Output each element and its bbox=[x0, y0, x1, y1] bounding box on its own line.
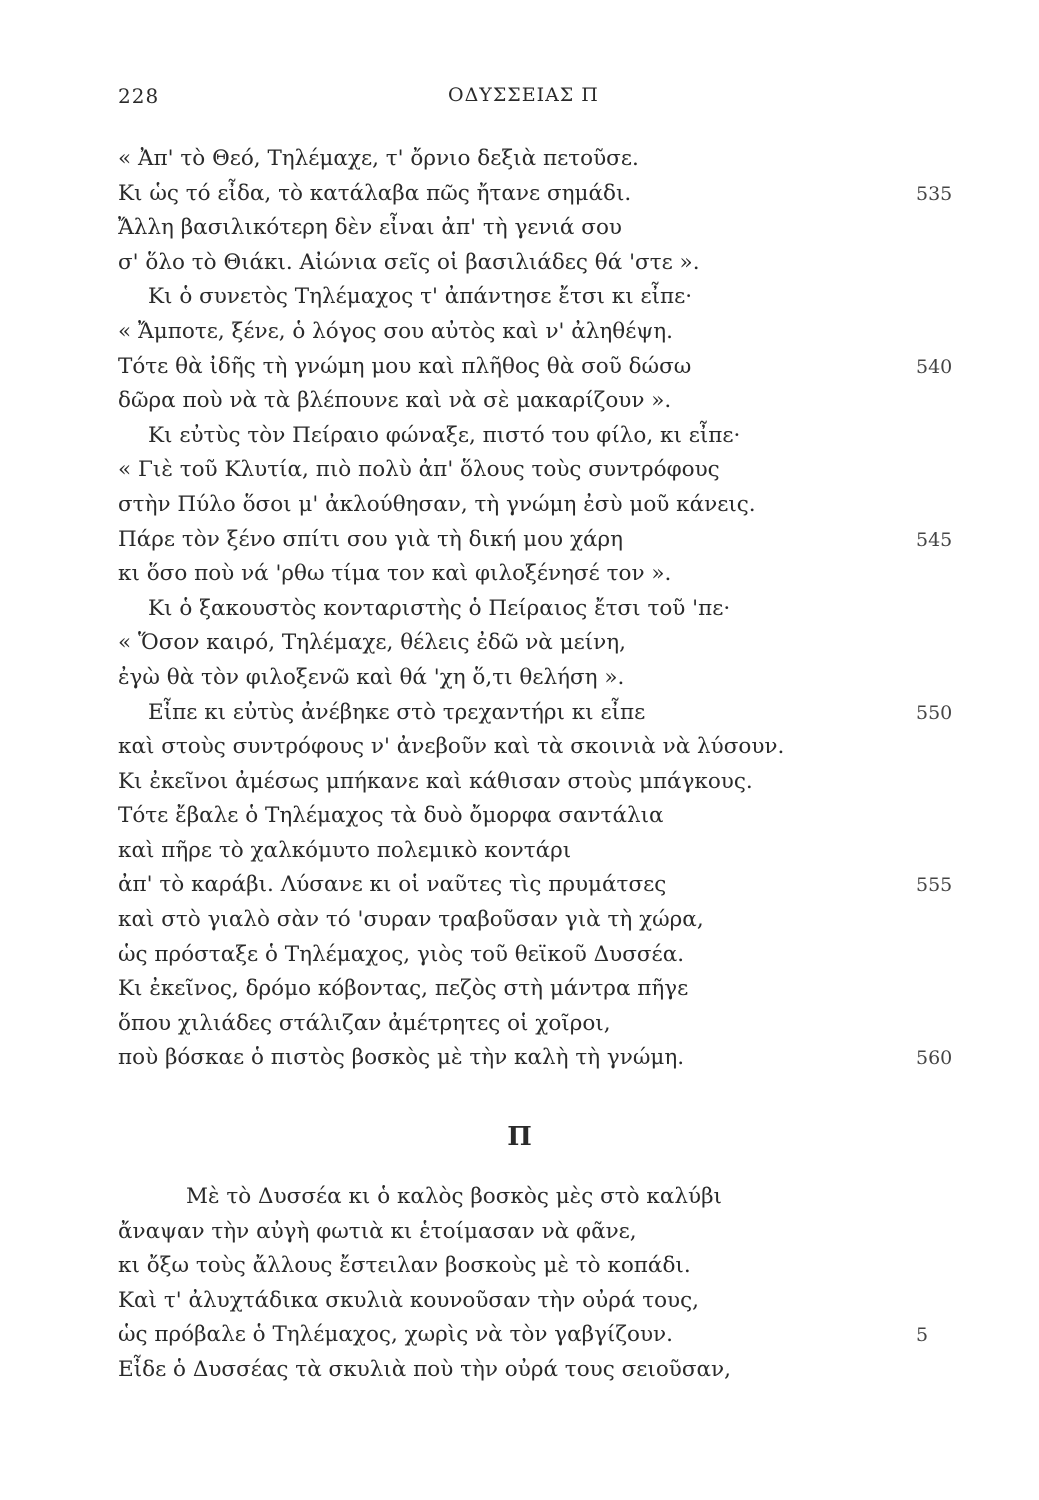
verse-text: Κι ὡς τό εἶδα, τὸ κατάλαβα πῶς ἤτανε σημάδι. bbox=[118, 180, 632, 206]
verse-line bbox=[118, 972, 968, 1007]
line-number: 535 bbox=[916, 182, 953, 205]
verse-line bbox=[118, 626, 968, 661]
verse-line bbox=[118, 1318, 968, 1353]
verse-line bbox=[118, 384, 968, 419]
page-number: 228 bbox=[118, 84, 160, 108]
verse-line bbox=[118, 557, 968, 592]
verse-line bbox=[118, 903, 968, 938]
verse-line bbox=[118, 661, 968, 696]
verse-line bbox=[118, 419, 968, 454]
verse-line bbox=[118, 1180, 968, 1215]
verse-text: ἀπ' τὸ καράβι. Λύσανε κι οἱ ναῦτες τὶς πρυμάτσες bbox=[118, 872, 667, 898]
verse-text: στὴν Πύλο ὅσοι μ' ἀκλούθησαν, τὴ γνώμη ἐσὺ μοῦ κάνεις. bbox=[118, 491, 756, 517]
verse-line bbox=[118, 592, 968, 627]
verse-text: Τότε θὰ ἰδῆς τὴ γνώμη μου καὶ πλῆθος θὰ σοῦ δώσω bbox=[118, 353, 692, 379]
verse-line bbox=[118, 1353, 968, 1388]
verse-text: ὅπου χιλιάδες στάλιζαν ἀμέτρητες οἱ χοῖροι, bbox=[118, 1010, 611, 1036]
verse-line bbox=[118, 765, 968, 800]
verse-text: Πάρε τὸν ξένο σπίτι σου γιὰ τὴ δική μου χάρη bbox=[118, 526, 624, 552]
verse-text: Μὲ τὸ Δυσσέα κι ὁ καλὸς βοσκὸς μὲς στὸ καλύβι bbox=[186, 1184, 722, 1209]
verse-line bbox=[118, 523, 968, 558]
verse-text: Κι ὁ συνετὸς Τηλέμαχος τ' ἀπάντησε ἔτσι κι εἶπε· bbox=[148, 284, 693, 310]
verse-line bbox=[118, 799, 968, 834]
verse-line bbox=[118, 453, 968, 488]
verse-text: ὡς πρόβαλε ὁ Τηλέμαχος, χωρὶς νὰ τὸν γαβγίζουν. bbox=[118, 1322, 673, 1348]
verse-line bbox=[118, 1249, 968, 1284]
verse-text: ἄναψαν τὴν αὐγὴ φωτιὰ κι ἑτοίμασαν νὰ φᾶνε, bbox=[118, 1218, 637, 1244]
verse-text: ὡς πρόσταξε ὁ Τηλέμαχος, γιὸς τοῦ θεϊκοῦ Δυσσέα. bbox=[118, 941, 685, 967]
verse-text: Κι ἐκεῖνος, δρόμο κόβοντας, πεζὸς στὴ μάντρα πῆγε bbox=[118, 976, 689, 1002]
verse-line bbox=[118, 938, 968, 973]
verse-text: καὶ πῆρε τὸ χαλκόμυτο πολεμικὸ κοντάρι bbox=[118, 837, 572, 863]
verse-line bbox=[118, 280, 968, 315]
verse-line bbox=[118, 315, 968, 350]
verse-text: ποὺ βόσκαε ὁ πιστὸς βοσκὸς μὲ τὴν καλὴ τὴ γνώμη. bbox=[118, 1045, 685, 1071]
verse-line bbox=[118, 177, 968, 212]
verse-line bbox=[118, 350, 968, 385]
verse-text: καὶ στὸ γιαλὸ σὰν τό 'συραν τραβοῦσαν γιὰ τὴ χώρα, bbox=[118, 907, 704, 933]
verse-line bbox=[118, 142, 968, 177]
verse-text: Ἄλλη βασιλικότερη δὲν εἶναι ἀπ' τὴ γενιά σου bbox=[118, 215, 622, 241]
verse-line bbox=[118, 246, 968, 281]
verse-line bbox=[118, 1284, 968, 1319]
line-number: 560 bbox=[916, 1047, 953, 1070]
page-header bbox=[118, 84, 948, 114]
verse-text: Εἶπε κι εὐτὺς ἀνέβηκε στὸ τρεχαντήρι κι εἶπε bbox=[148, 699, 646, 725]
verse-line bbox=[118, 868, 968, 903]
verse-text: « Γιὲ τοῦ Κλυτία, πιὸ πολὺ ἀπ' ὅλους τοὺς συντρόφους bbox=[118, 457, 720, 483]
verse-text: καὶ στοὺς συντρόφους ν' ἀνεβοῦν καὶ τὰ σκοινιὰ νὰ λύσουν. bbox=[118, 734, 785, 760]
verse-text: Κι εὐτὺς τὸν Πείραιο φώναξε, πιστό του φίλο, κι εἶπε· bbox=[148, 422, 741, 448]
line-number: 550 bbox=[916, 701, 953, 724]
line-number: 540 bbox=[916, 355, 953, 378]
verse-block-two bbox=[118, 1180, 968, 1388]
line-number: 555 bbox=[916, 874, 953, 897]
verse-line bbox=[118, 1215, 968, 1250]
running-title: ΟΔΥΣΣΕΙΑΣ Π bbox=[448, 84, 599, 106]
verse-text: Καὶ τ' ἀλυχτάδικα σκυλιὰ κουνοῦσαν τὴν οὐρά τους, bbox=[118, 1287, 700, 1313]
section-heading: Π bbox=[507, 1122, 532, 1152]
verse-line bbox=[118, 211, 968, 246]
verse-block-one bbox=[118, 142, 968, 1076]
verse-line bbox=[118, 834, 968, 869]
verse-text: « Ἀπ' τὸ Θεό, Τηλέμαχε, τ' ὄρνιο δεξιὰ πετοῦσε. bbox=[118, 146, 639, 171]
verse-text: κι ὄξω τοὺς ἄλλους ἔστειλαν βοσκοὺς μὲ τὸ κοπάδι. bbox=[118, 1253, 691, 1279]
line-number: 545 bbox=[916, 528, 953, 551]
verse-text: « Ἄμποτε, ξένε, ὁ λόγος σου αὐτὸς καὶ ν' ἀληθέψη. bbox=[118, 318, 673, 344]
verse-line bbox=[118, 696, 968, 731]
verse-text: ἐγὼ θὰ τὸν φιλοξενῶ καὶ θά 'χη ὅ,τι θελήση ». bbox=[118, 664, 625, 690]
verse-text: Εἶδε ὁ Δυσσέας τὰ σκυλιὰ ποὺ τὴν οὐρά τους σειοῦσαν, bbox=[118, 1356, 731, 1382]
verse-text: δῶρα ποὺ νὰ τὰ βλέπουνε καὶ νὰ σὲ μακαρίζουν ». bbox=[118, 388, 672, 414]
verse-text: Κι ὁ ξακουστὸς κονταριστὴς ὁ Πείραιος ἔτσι τοῦ 'πε· bbox=[148, 595, 731, 621]
verse-line bbox=[118, 730, 968, 765]
line-number: 5 bbox=[916, 1324, 929, 1347]
verse-text: κι ὅσο ποὺ νά 'ρθω τίμα τον καὶ φιλοξένησέ τον ». bbox=[118, 561, 672, 587]
verse-line bbox=[118, 1007, 968, 1042]
verse-text: « Ὅσον καιρό, Τηλέμαχε, θέλεις ἐδῶ νὰ μείνη, bbox=[118, 630, 626, 656]
verse-line bbox=[118, 488, 968, 523]
verse-text: Κι ἐκεῖνοι ἀμέσως μπήκανε καὶ κάθισαν στοὺς μπάγκους. bbox=[118, 768, 753, 794]
verse-text: σ' ὅλο τὸ Θιάκι. Αἰώνια σεῖς οἱ βασιλιάδες θά 'στε ». bbox=[118, 249, 700, 275]
verse-text: Τότε ἔβαλε ὁ Τηλέμαχος τὰ δυὸ ὄμορφα σαντάλια bbox=[118, 803, 664, 829]
verse-line bbox=[118, 1041, 968, 1076]
